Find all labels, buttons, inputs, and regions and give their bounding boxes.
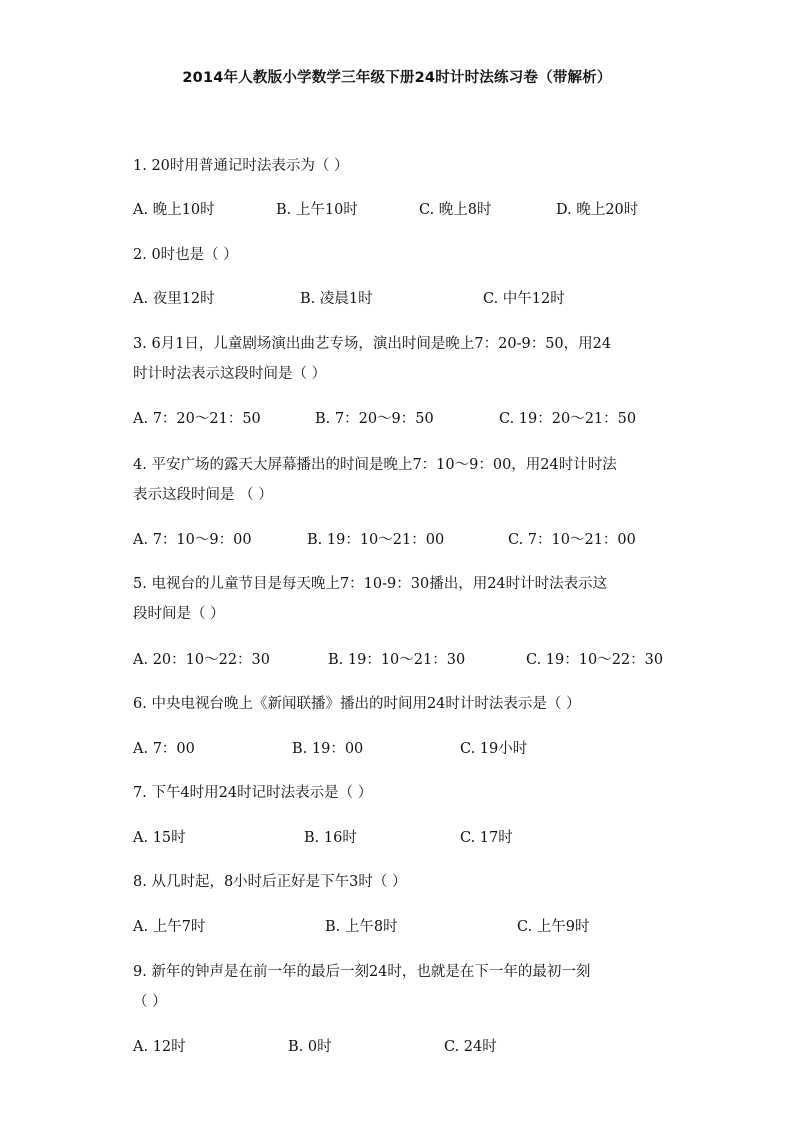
question-5-option-b: B. 19：10～21：30 <box>328 652 466 668</box>
question-1-option-b: B. 上午10时 <box>276 202 358 218</box>
question-4-option-c: C. 7：10～21：00 <box>508 532 636 548</box>
question-2-option-b: B. 凌晨1时 <box>300 291 373 307</box>
question-9-stem-line-2: （ ） <box>133 994 167 1010</box>
question-3-option-a: A. 7：20～21：50 <box>133 411 261 427</box>
question-3-stem-line-1: 3. 6月1日，儿童剧场演出曲艺专场，演出时间是晚上7：20-9：50，用24 <box>133 336 612 352</box>
question-9-option-c: C. 24时 <box>444 1039 497 1055</box>
question-3-option-b: B. 7：20～9：50 <box>315 411 434 427</box>
question-9-option-a: A. 12时 <box>133 1039 186 1055</box>
question-9-stem-line-1: 9. 新年的钟声是在前一年的最后一刻24时，也就是在下一年的最初一刻 <box>133 964 591 980</box>
question-8-option-c: C. 上午9时 <box>517 919 590 935</box>
question-1-option-a: A. 晚上10时 <box>133 202 215 218</box>
question-5-stem-line-1: 5. 电视台的儿童节目是每天晚上7：10-9：30播出，用24时计时法表示这 <box>133 576 608 592</box>
question-6-option-a: A. 7：00 <box>133 741 195 757</box>
question-7-option-b: B. 16时 <box>304 830 357 846</box>
question-4-option-a: A. 7：10～9：00 <box>133 532 252 548</box>
question-2-option-c: C. 中午12时 <box>483 291 565 307</box>
question-2-stem-line-1: 2. 0时也是（ ） <box>133 247 238 263</box>
question-5-option-a: A. 20：10～22：30 <box>133 652 270 668</box>
question-1-option-c: C. 晚上8时 <box>419 202 492 218</box>
question-8-option-b: B. 上午8时 <box>325 919 398 935</box>
question-9-option-b: B. 0时 <box>288 1039 332 1055</box>
question-6-option-c: C. 19小时 <box>460 741 528 757</box>
question-1-stem-line-1: 1. 20时用普通记时法表示为（ ） <box>133 158 349 174</box>
question-5-stem-line-2: 段时间是（ ） <box>133 606 225 622</box>
question-3-stem-line-2: 时计时法表示这段时间是（ ） <box>133 366 327 382</box>
question-5-option-c: C. 19：10～22：30 <box>526 652 664 668</box>
document-title: 2014年人教版小学数学三年级下册24时计时法练习卷（带解析） <box>182 70 612 86</box>
question-6-option-b: B. 19：00 <box>292 741 364 757</box>
question-3-option-c: C. 19：20～21：50 <box>499 411 637 427</box>
question-7-option-a: A. 15时 <box>133 830 186 846</box>
question-7-stem-line-1: 7. 下午4时用24时记时法表示是（ ） <box>133 785 373 801</box>
question-8-stem-line-1: 8. 从几时起，8小时后正好是下午3时（ ） <box>133 874 407 890</box>
question-6-stem-line-1: 6. 中央电视台晚上《新闻联播》播出的时间用24时计时法表示是（ ） <box>133 696 581 712</box>
question-2-option-a: A. 夜里12时 <box>133 291 215 307</box>
question-1-option-d: D. 晚上20时 <box>556 202 639 218</box>
question-8-option-a: A. 上午7时 <box>133 919 206 935</box>
question-4-stem-line-2: 表示这段时间是 （ ） <box>133 487 273 503</box>
question-7-option-c: C. 17时 <box>460 830 513 846</box>
question-4-option-b: B. 19：10～21：00 <box>307 532 445 548</box>
question-4-stem-line-1: 4. 平安广场的露天大屏幕播出的时间是晚上7：10～9：00，用24时计时法 <box>133 457 617 473</box>
